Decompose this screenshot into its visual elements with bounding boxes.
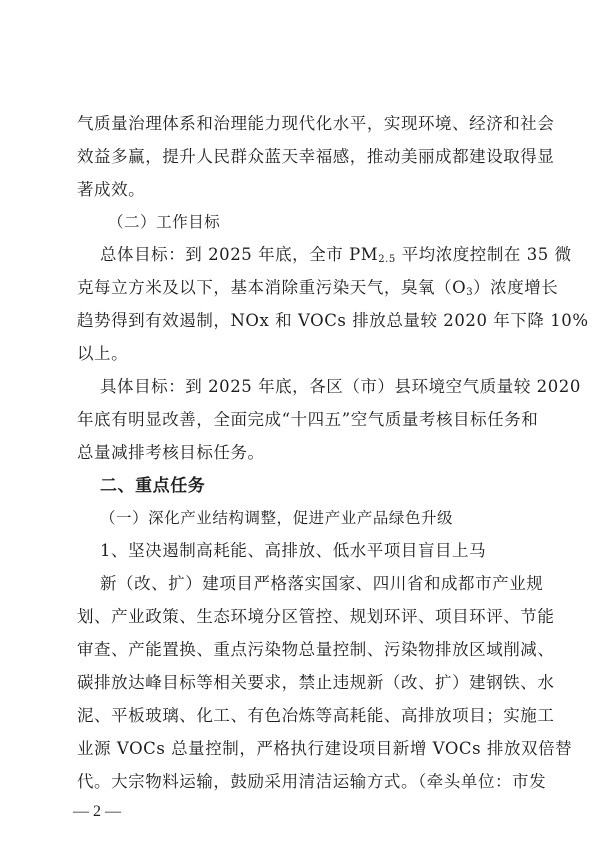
body-line-1: 新（改、扩）建项目严格落实国家、四川省和成都市产业规 <box>100 574 544 593</box>
overall-goal-line-4: 以上。 <box>77 344 129 363</box>
body-line-3: 审查、产能置换、重点污染物总量控制、污染物排放区域削减、 <box>77 640 555 659</box>
specific-goal-line-3: 总量减排考核目标任务。 <box>77 443 265 462</box>
specific-goal-line-2: 年底有明显改善，全面完成“十四五”空气质量考核目标任务和 <box>77 410 539 429</box>
body-line-5: 泥、平板玻璃、化工、有色冶炼等高耗能、高排放项目；实施工 <box>77 706 555 725</box>
overall-goal-line-1: 总体目标：到 2025 年底，全市 $PM_{2.5}$ 平均浓度控制在 35 微 <box>100 245 572 265</box>
intro-line-2: 效益多赢，提升人民群众蓝天幸福感，推动美丽成都建设取得显 <box>77 147 555 166</box>
specific-goal-line-1: 具体目标：到 2025 年底，各区（市）县环境空气质量较 2020 <box>100 377 581 396</box>
overall-goal-line-2: 克每立方米及以下，基本消除重污染天气，臭氧$(O_3)$浓度增长 <box>77 278 559 298</box>
intro-line-3: 著成效。 <box>77 180 146 199</box>
work-goals-heading: （二）工作目标 <box>108 213 221 231</box>
body-line-7: 代。大宗物料运输，鼓励采用清洁运输方式。（牵头单位：市发 <box>77 772 547 791</box>
overall-goal-line-3: 趋势得到有效遏制，NOx 和 VOCs 排放总量较 2020 年下降 10% <box>77 311 589 330</box>
intro-line-1: 气质量治理体系和治理能力现代化水平，实现环境、经济和社会 <box>77 114 555 133</box>
body-line-4: 碳排放达峰目标等相关要求，禁止违规新（改、扩）建钢铁、水 <box>77 673 555 692</box>
body-line-6: 业源 VOCs 总量控制，严格执行建设项目新增 VOCs 排放双倍替 <box>77 739 573 758</box>
key-tasks-heading: 二、重点任务 <box>100 476 206 496</box>
subsection-1-heading: （一）深化产业结构调整，促进产业产品绿色升级 <box>100 509 454 527</box>
page-number: — 2 — <box>73 803 121 820</box>
item-1-heading: 1、坚决遏制高耗能、高排放、低水平项目盲目上马 <box>100 541 487 560</box>
body-line-2: 划、产业政策、生态环境分区管控、规划环评、项目环评、节能 <box>77 607 555 626</box>
